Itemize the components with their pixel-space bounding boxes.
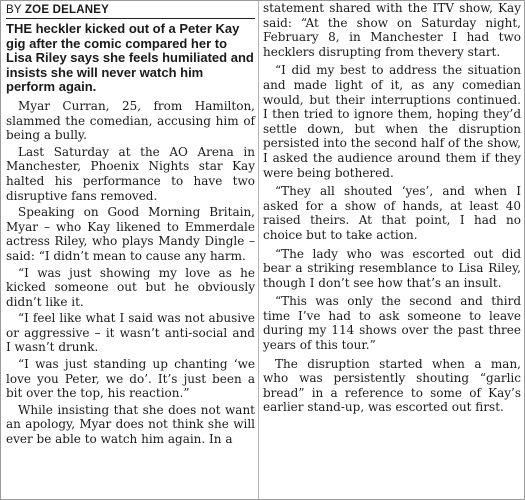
paragraph: While insisting that she does not want an apology, Myar does not think she will ever be able to watch him again. In a xyxy=(6,402,255,447)
right-column xyxy=(263,1,521,499)
column-divider xyxy=(258,1,259,499)
paragraph-continued: statement shared with the ITV show, Kay said: “At the show on Saturday night, February 8, in Manchester I had two hecklers disrupting from thevery start. xyxy=(263,1,521,59)
paragraph: “The lady who was escorted out did bear a striking resemblance to Lisa Riley, though I don’t see how that’s an insult. xyxy=(263,246,521,290)
paragraph: Speaking on Good Morning Britain, Myar – who Kay likened to Emmerdale actress Riley, who plays Mandy Dingle – said: “I didn’t mean to cause any harm. xyxy=(6,205,255,263)
paragraph: Last Saturday at the AO Arena in Manchester, Phoenix Nights star Kay halted his performance to have two disruptive fans removed. xyxy=(6,144,255,203)
byline-author: ZOE DELANEY xyxy=(24,4,109,16)
paragraph: “I was just standing up chanting ‘we love you Peter, we do’. It’s just been a bit over the top, his reaction.” xyxy=(6,357,255,401)
paragraph: “This was only the second and third time I’ve had to ask someone to leave during my 114 shows over the past three years of this tour.” xyxy=(263,294,521,353)
left-column xyxy=(6,1,255,499)
paragraph: “I feel like what I said was not abusive or aggressive – it wasn’t anti-social and I wasn’t drunk. xyxy=(6,311,255,355)
paragraph: The disruption started when a man, who was persistently shouting “garlic bread” in a reference to some of Kay’s earlier stand-up, was escorted out first. xyxy=(263,356,521,415)
paragraph: “They all shouted ‘yes’, and when I asked for a show of hands, at least 40 raised theirs. At that point, I had no choice but to take action. xyxy=(263,184,521,242)
article-standfirst: THE heckler kicked out of a Peter Kay gig after the comic compared her to Lisa Riley says she feels humiliated and insists she will never watch him perform again. xyxy=(6,21,254,95)
paragraph: “I was just showing my love as he kicked someone out but he obviously didn’t like it. xyxy=(6,265,255,309)
byline-prefix: BY xyxy=(6,4,22,16)
byline xyxy=(6,4,255,19)
paragraph: “I did my best to address the situation and made light of it, as any comedian would, but their interruptions continued. I then tried to ignore them, hoping they’d settle down, but when the disruption persisted into the second half of the show, I asked the audience around them if they were being bothered. xyxy=(263,63,521,180)
paragraph: Myar Curran, 25, from Hamilton, slammed the comedian, accusing him of being a bully. xyxy=(6,98,255,143)
